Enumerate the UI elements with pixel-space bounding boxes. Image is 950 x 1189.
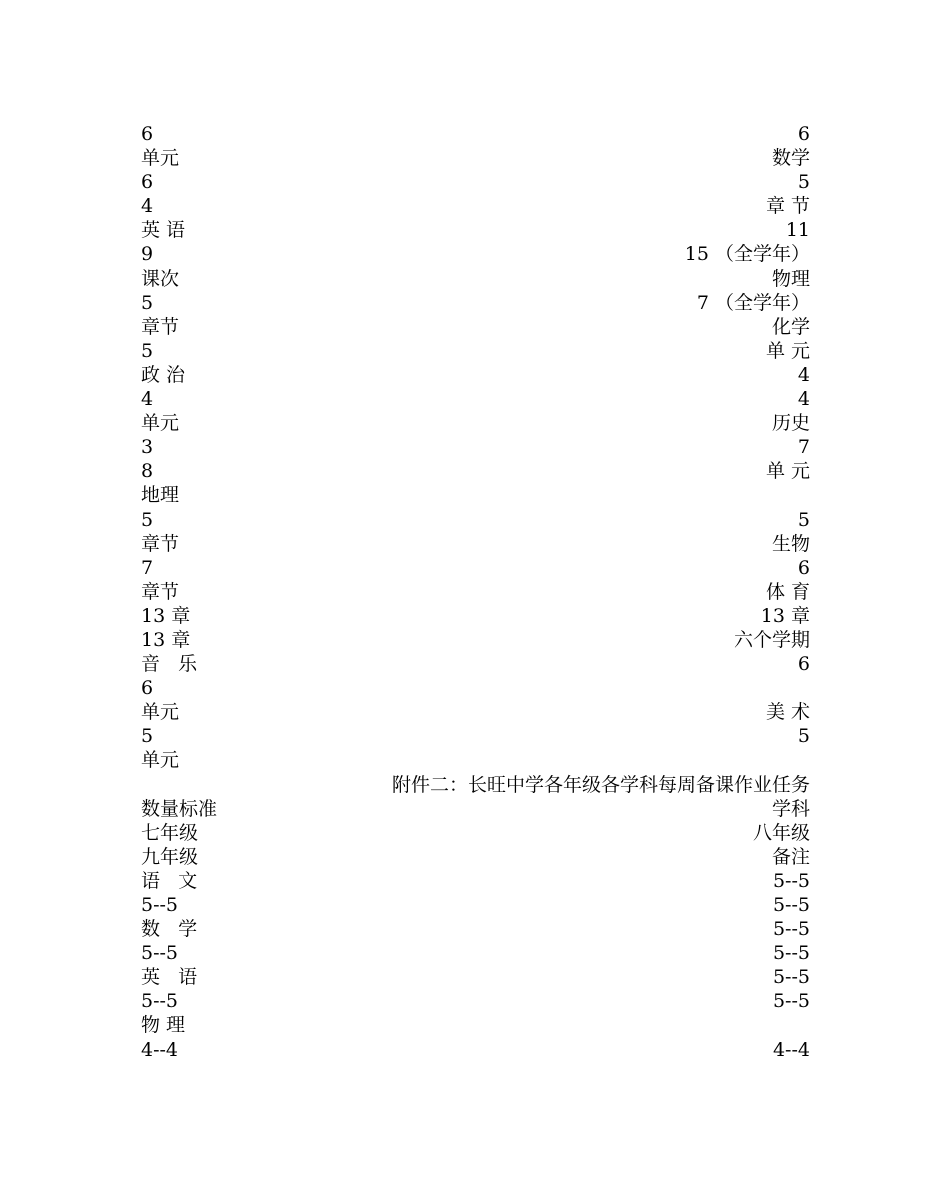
- right-cell-text: 数学: [771, 147, 810, 170]
- right-cell-text: 7 （全学年）: [696, 291, 810, 314]
- right-cell-text: 4: [797, 388, 810, 411]
- left-cell-text: 单元: [141, 749, 180, 772]
- right-cell-text: 6: [797, 556, 810, 579]
- left-cell-text: 5: [141, 725, 154, 748]
- text-row: [141, 170, 810, 194]
- right-cell-text: 4: [797, 363, 810, 386]
- text-row: [141, 122, 810, 146]
- left-cell-text: 9: [141, 243, 154, 266]
- text-row: [141, 652, 810, 676]
- left-cell-text: 物 理: [141, 1014, 186, 1037]
- right-cell-text: 附件二：长旺中学各年级各学科每周备课作业任务: [391, 773, 810, 796]
- left-cell-text: 音 乐: [141, 653, 198, 676]
- text-row: [141, 387, 810, 411]
- text-row: [141, 845, 810, 869]
- left-cell-text: 3: [141, 436, 154, 459]
- text-row: [141, 941, 810, 965]
- text-row: [141, 604, 810, 628]
- left-cell-text: 章节: [141, 532, 180, 555]
- text-row: [141, 797, 810, 821]
- text-row: [141, 339, 810, 363]
- left-cell-text: 语 文: [141, 869, 198, 892]
- left-cell-text: 5--5: [141, 942, 179, 965]
- text-row: [141, 532, 810, 556]
- left-cell-text: 英 语: [141, 966, 198, 989]
- right-cell-text: 5: [797, 171, 810, 194]
- text-row: [141, 146, 810, 170]
- right-cell-text: 体 育: [765, 580, 810, 603]
- text-row: [141, 700, 810, 724]
- left-cell-text: 13 章: [141, 628, 191, 651]
- left-cell-text: 英 语: [141, 219, 186, 242]
- right-cell-text: 学科: [771, 797, 810, 820]
- left-cell-text: 6: [141, 123, 154, 145]
- text-row: [141, 435, 810, 459]
- left-cell-text: 13 章: [141, 604, 191, 627]
- right-cell-text: 物理: [771, 267, 810, 290]
- text-row: [141, 242, 810, 266]
- right-cell-text: 历史: [771, 412, 810, 435]
- right-cell-text: 15 （全学年）: [684, 243, 810, 266]
- text-row: [141, 748, 810, 772]
- right-cell-text: 5: [797, 725, 810, 748]
- text-row: [141, 483, 810, 507]
- left-cell-text: 七年级: [141, 821, 199, 844]
- left-cell-text: 6: [141, 171, 154, 194]
- text-row: [141, 556, 810, 580]
- left-cell-text: 地理: [141, 484, 180, 507]
- text-row: [141, 580, 810, 604]
- text-row: [141, 989, 810, 1013]
- left-cell-text: 课次: [141, 267, 180, 290]
- text-row: [141, 194, 810, 218]
- left-cell-text: 8: [141, 460, 154, 483]
- right-cell-text: 4--4: [772, 1038, 810, 1061]
- left-cell-text: 单元: [141, 412, 180, 435]
- text-row: [141, 1013, 810, 1037]
- text-row: [141, 267, 810, 291]
- text-row: [141, 628, 810, 652]
- text-row: [141, 1038, 810, 1062]
- right-cell-text: 生物: [771, 532, 810, 555]
- left-cell-text: 5: [141, 508, 154, 531]
- left-cell-text: 九年级: [141, 845, 199, 868]
- text-row: [141, 917, 810, 941]
- right-cell-text: 6: [797, 653, 810, 676]
- right-cell-text: 5--5: [772, 942, 810, 965]
- right-cell-text: 5--5: [772, 894, 810, 916]
- left-cell-text: 5--5: [141, 894, 179, 916]
- left-cell-text: 单元: [141, 701, 180, 724]
- right-cell-text: 13 章: [760, 604, 810, 627]
- document-page: [141, 122, 810, 1062]
- text-row: [141, 869, 810, 893]
- left-cell-text: 数 学: [141, 918, 198, 941]
- right-cell-text: 7: [797, 436, 810, 459]
- left-cell-text: 单元: [141, 147, 180, 170]
- left-cell-text: 4: [141, 195, 154, 218]
- text-row: [141, 291, 810, 315]
- right-cell-text: 5: [797, 508, 810, 531]
- text-row: [141, 411, 810, 435]
- right-cell-text: 单 元: [765, 339, 810, 362]
- text-row: [141, 821, 810, 845]
- left-cell-text: 4--4: [141, 1038, 179, 1061]
- right-cell-text: 化学: [771, 315, 810, 338]
- text-row: [141, 676, 810, 700]
- right-cell-text: 5--5: [772, 869, 810, 892]
- text-row: [141, 508, 810, 532]
- left-cell-text: 5: [141, 291, 154, 314]
- text-row: [141, 315, 810, 339]
- right-cell-text: 美 术: [765, 701, 810, 724]
- right-cell-text: 六个学期: [733, 628, 810, 651]
- right-cell-text: 章 节: [765, 195, 810, 218]
- left-cell-text: 5: [141, 339, 154, 362]
- left-cell-text: 4: [141, 388, 154, 411]
- right-cell-text: 5--5: [772, 990, 810, 1013]
- left-cell-text: 政 治: [141, 363, 186, 386]
- right-cell-text: 6: [797, 123, 810, 145]
- left-cell-text: 6: [141, 677, 154, 700]
- left-cell-text: 5--5: [141, 990, 179, 1013]
- text-row: [141, 218, 810, 242]
- left-cell-text: 数量标准: [141, 797, 218, 820]
- text-row: [141, 965, 810, 989]
- right-cell-text: 5--5: [772, 918, 810, 941]
- right-cell-text: 备注: [771, 845, 810, 868]
- text-row: [141, 363, 810, 387]
- left-cell-text: 章节: [141, 315, 180, 338]
- text-row: [141, 893, 810, 917]
- right-cell-text: 单 元: [765, 460, 810, 483]
- right-cell-text: 5--5: [772, 966, 810, 989]
- text-row: [141, 724, 810, 748]
- right-cell-text: 11: [785, 219, 810, 242]
- left-cell-text: 章节: [141, 580, 180, 603]
- text-row: [141, 459, 810, 483]
- left-cell-text: 7: [141, 556, 154, 579]
- text-row: [141, 773, 810, 797]
- right-cell-text: 八年级: [752, 821, 810, 844]
